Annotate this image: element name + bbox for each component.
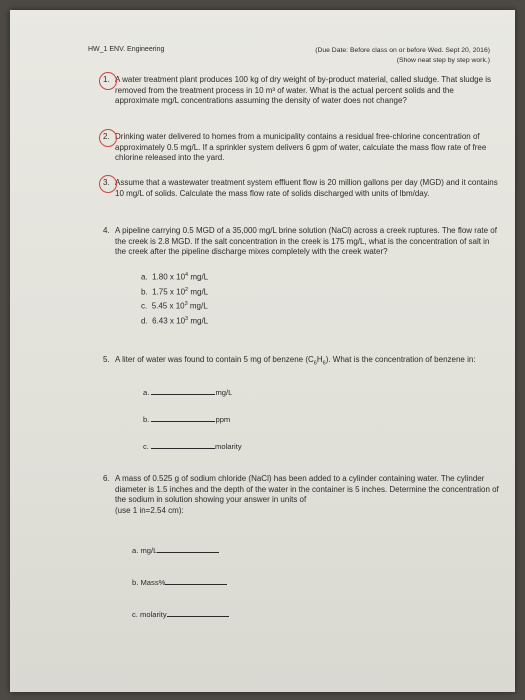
question-number: 6. xyxy=(103,474,110,483)
question-number: 5. xyxy=(103,355,110,364)
answer-line[interactable] xyxy=(165,584,227,585)
answer-line[interactable] xyxy=(151,394,215,395)
answer-line[interactable] xyxy=(151,448,215,449)
choice-b: b. 1.75 x $10^2$ mg/L xyxy=(141,286,209,297)
question-3 xyxy=(103,178,500,199)
question-text: A liter of water was found to contain 5 mg of benzene $(C_6H_6)$. What is the concentration of benzene in: xyxy=(115,355,476,367)
question-4-choices xyxy=(141,272,208,330)
question-5 xyxy=(103,355,500,369)
question-text: Assume that a wastewater treatment system effluent flow is 20 million gallons per day (MGD) and it contains 10 mg/L of solids. Calculate the mass flow rate of solids discharged with units of lbm/day. xyxy=(115,178,498,198)
choice-c: c. 5.45 x $10^3$ mg/L xyxy=(141,301,208,311)
q6-blank-a[interactable]: a. mg/L xyxy=(132,546,219,555)
question-note: (use 1 in=2.54 cm): xyxy=(115,505,184,515)
question-number: 1. xyxy=(103,75,110,84)
choice-a: a. 1.80 x $10^4$ mg/L xyxy=(141,272,209,282)
due-date-note xyxy=(268,46,490,66)
question-text: A water treatment plant produces 100 kg of dry weight of by-product material, called sludge. That sludge is removed from the treatment process in 10 m³ of water. What is the actual percent solids and the approximate mg/L concentrations assuming the density of water does not change? xyxy=(115,75,492,105)
answer-line[interactable] xyxy=(167,616,229,617)
course-title: HW_1 ENV. Engineering xyxy=(88,46,165,53)
show-work-line: (Show neat step by step work.) xyxy=(396,57,490,64)
question-1 xyxy=(103,75,500,107)
question-number: 3. xyxy=(103,178,110,187)
q6-blank-b[interactable]: b. Mass% xyxy=(132,578,227,587)
question-text: A pipeline carrying 0.5 MGD of a 35,000 mg/L brine solution (NaCl) across a creek ruptures. The flow rate of the creek is 2.8 MGD. If the salt concentration in the creek is 175 mg/L, what is the concentration of salt in the creek after the pipeline discharge mixes completely with the creek water? xyxy=(115,226,497,256)
q5-blank-a[interactable]: a. mg/L xyxy=(143,388,233,397)
choice-d: d. 6.43 x $10^3$ mg/L xyxy=(141,315,209,326)
question-text: A mass of 0.525 g of sodium chloride (NaCl) has been added to a cylinder containing water. The cylinder diameter is 1.5 inches and the depth of the water in the container is 5 inches. Determine the concentration of the sodium in solution showing your answer in units of xyxy=(115,474,499,504)
question-number: 4. xyxy=(103,226,110,235)
answer-line[interactable] xyxy=(157,552,219,553)
q5-blank-c[interactable]: c. molarity xyxy=(143,442,242,451)
question-6 xyxy=(103,474,500,516)
question-4 xyxy=(103,226,500,258)
due-date-line: (Due Date: Before class on or before Wed. Sept 20, 2016) xyxy=(315,47,490,54)
question-text: Drinking water delivered to homes from a municipality contains a residual free-chlorine concentration of approximately 0.5 mg/L. If a sprinkler system delivers 6 gpm of water, calculate the mass flow rate of free chlorine released into the yard. xyxy=(115,132,487,162)
question-2 xyxy=(103,132,500,164)
answer-line[interactable] xyxy=(151,421,215,422)
homework-page xyxy=(10,10,515,692)
q6-blank-c[interactable]: c. molarity xyxy=(132,610,229,619)
question-number: 2. xyxy=(103,132,110,141)
q5-blank-b[interactable]: b. ppm xyxy=(143,415,231,424)
